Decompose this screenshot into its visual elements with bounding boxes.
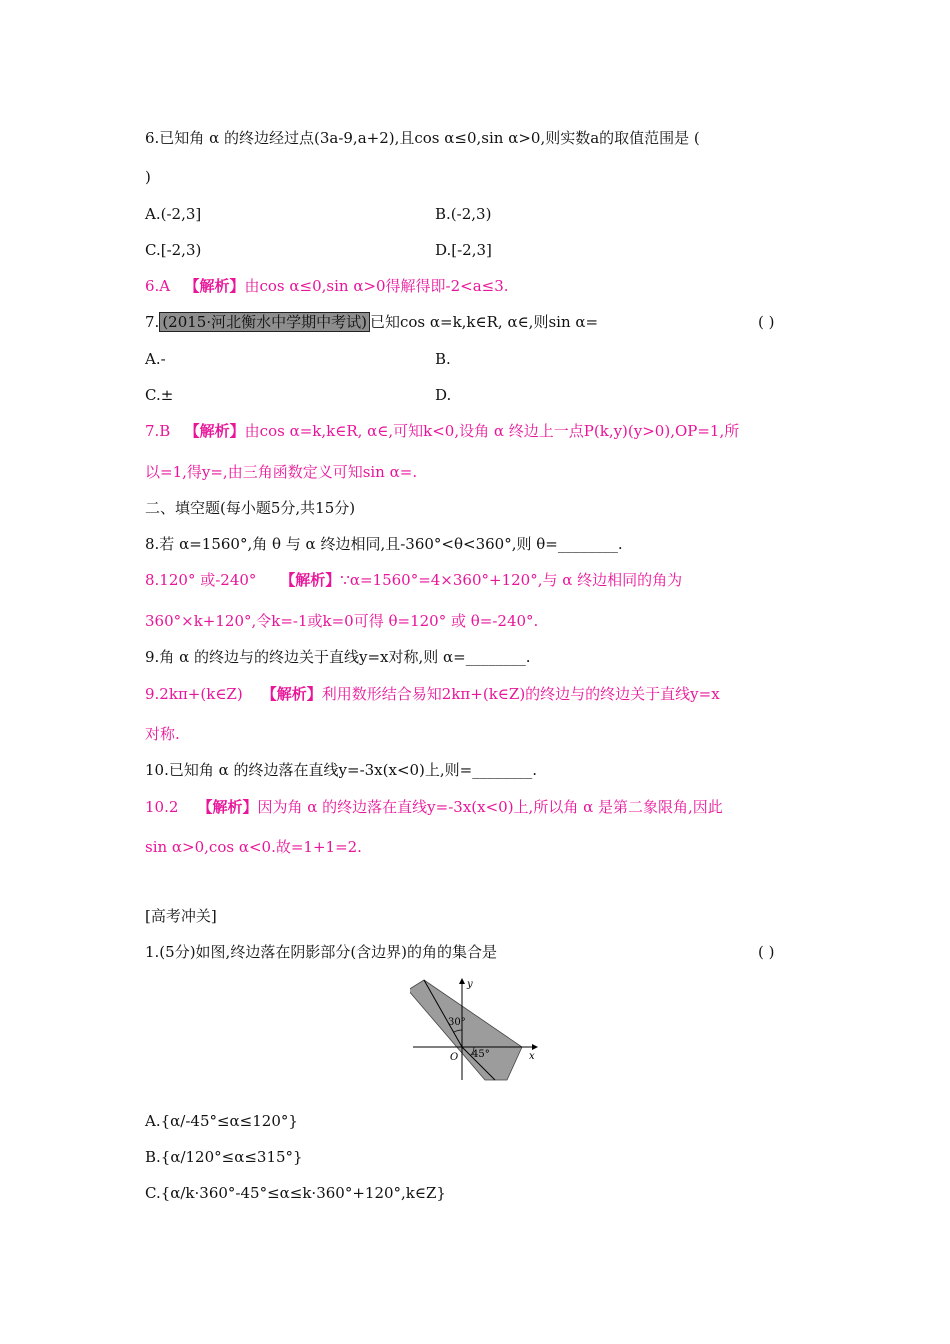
q7-options-row2 [145, 384, 452, 406]
q6-option-d: D.[-2,3] [435, 241, 492, 259]
q6-option-a: A.(-2,3] [145, 205, 202, 223]
x-axis-arrow [532, 1044, 538, 1050]
q7-answer-text-1: 由cos α=k,k∈R, α∈,可知k<0,设角 α 终边上一点P(k,y)(y>0),OP=1,所 [244, 422, 740, 440]
x-axis-label: x [529, 1051, 535, 1062]
origin-label: O [450, 1052, 459, 1063]
q10-answer-text-2: sin α>0,cos α<0.故=1+1=2. [145, 838, 362, 856]
shaded-region [410, 980, 522, 1080]
q7-stem-line: 7. (2015·河北衡水中学期中考试) 已知cos α=k,k∈R, α∈,则sin α= [145, 313, 599, 331]
q10-answer-tag: 【解析】 [197, 798, 258, 816]
q9-answer-tag: 【解析】 [261, 685, 322, 703]
q7-option-c: C.± [145, 386, 174, 404]
q9-answer-key: 9.2kπ+(k∈Z) [145, 685, 243, 703]
gk1-stem: 1.(5分)如图,终边落在阴影部分(含边界)的角的集合是 [145, 943, 498, 961]
q7-options-row1 [145, 348, 451, 370]
q7-answer-paren: ( ) [758, 313, 775, 331]
q8-answer-text-1: ∵α=1560°=4×360°+120°,与 α 终边相同的角为 [340, 571, 683, 589]
gk1-option-b: B.{α/120°≤α≤315°} [145, 1148, 303, 1166]
q6-answer [145, 275, 509, 297]
q6-option-c: C.[-2,3) [145, 241, 202, 259]
q8-answer-text-2: 360°×k+120°,令k=-1或k=0可得 θ=120° 或 θ=-240°. [145, 612, 539, 630]
q9-answer [145, 683, 720, 705]
q8-stem: 8.若 α=1560°,角 θ 与 α 终边相同,且-360°<θ<360°,则 θ=________. [145, 535, 623, 553]
q7-option-d: D. [435, 386, 452, 404]
q6-answer-tag: 【解析】 [184, 277, 245, 295]
q7-answer-key: 7.B [145, 422, 171, 440]
q9-stem: 9.角 α 的终边与的终边关于直线y=x对称,则 α=________. [145, 648, 531, 666]
q10-answer-key: 10.2 [145, 798, 179, 816]
q10-stem: 10.已知角 α 的终边落在直线y=-3x(x<0)上,则=________. [145, 761, 538, 779]
q7-stem: 已知cos α=k,k∈R, α∈,则sin α= [369, 313, 599, 331]
q6-stem-end: ) [145, 168, 151, 186]
q6-answer-key: 6.A [145, 277, 171, 295]
q10-answer-text-1: 因为角 α 的终边落在直线y=-3x(x<0)上,所以角 α 是第二象限角,因此 [257, 798, 723, 816]
q9-answer-text-2: 对称. [145, 725, 180, 743]
gk1-option-c: C.{α/k·360°-45°≤α≤k·360°+120°,k∈Z} [145, 1184, 446, 1202]
q7-option-a: A.- [145, 350, 166, 368]
q8-answer-key: 8.120° 或-240° [145, 571, 257, 589]
q7-answer-text-2: 以=1,得y=,由三角函数定义可知sin α=. [145, 463, 418, 481]
q7-answer-tag: 【解析】 [184, 422, 245, 440]
q9-answer-text-1: 利用数形结合易知2kπ+(k∈Z)的终边与的终边关于直线y=x [321, 685, 720, 703]
angle-label-30: 30° [448, 1017, 466, 1028]
gk1-answer-paren: ( ) [758, 943, 775, 961]
section-heading-fill-blank: 二、填空题(每小题5分,共15分) [145, 499, 356, 517]
section-heading-gaokao: [高考冲关] [145, 907, 217, 925]
q7-answer [145, 420, 739, 442]
angle-region-figure [410, 975, 545, 1085]
y-axis-label: y [467, 979, 473, 990]
q8-answer-tag: 【解析】 [280, 571, 341, 589]
gk1-option-a: A.{α/-45°≤α≤120°} [145, 1112, 298, 1130]
q6-answer-text: 由cos α≤0,sin α>0得解得即-2<a≤3. [244, 277, 509, 295]
y-axis-arrow [459, 978, 465, 984]
q8-answer [145, 569, 682, 591]
q7-option-b: B. [435, 350, 451, 368]
angle-label-45: 45° [472, 1049, 490, 1060]
q6-stem: 6.已知角 α 的终边经过点(3a-9,a+2),且cos α≤0,sin α>0,则实数a的取值范围是 ( [145, 129, 700, 147]
q10-answer [145, 796, 723, 818]
q6-option-b: B.(-2,3) [435, 205, 492, 223]
q6-options-row2 [145, 239, 492, 261]
q7-source-tag: (2015·河北衡水中学期中考试) [159, 312, 370, 332]
q6-options-row1 [145, 203, 492, 225]
